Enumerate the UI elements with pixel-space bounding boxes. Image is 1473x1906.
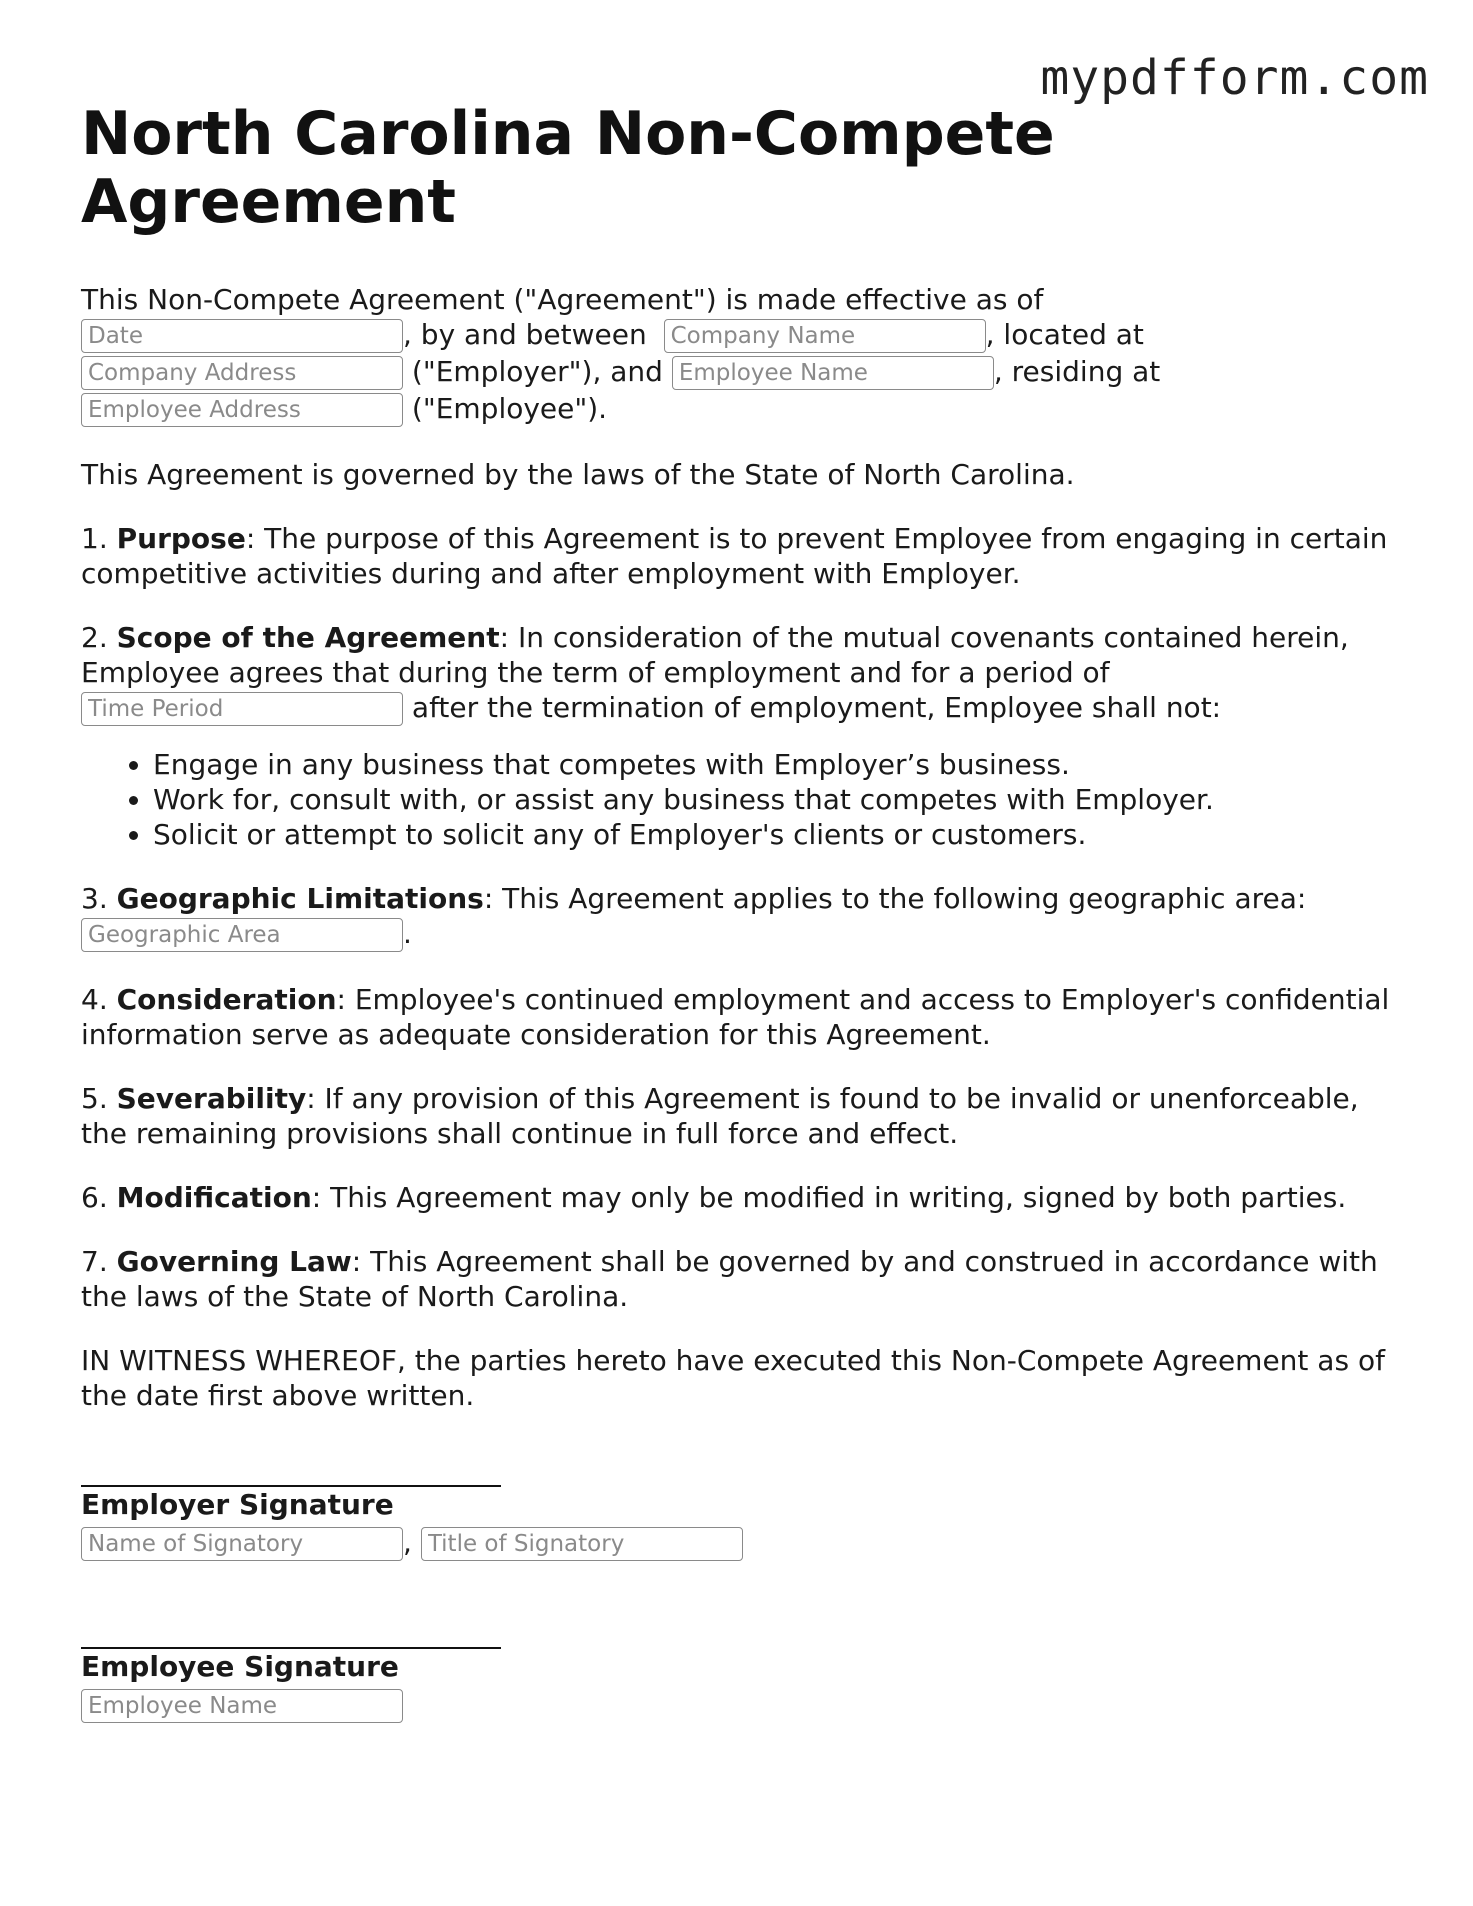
employee-signature-block: [81, 1617, 1401, 1724]
section-end: .: [403, 917, 412, 950]
section-text: : This Agreement shall be governed by and construed in accordance with the laws of the State of North Carolina.: [81, 1245, 1378, 1313]
employer-signature-block: [81, 1455, 1401, 1562]
company-name-field[interactable]: [664, 319, 986, 353]
section-heading: Governing Law: [116, 1245, 352, 1278]
section-consideration: [81, 982, 1401, 1052]
section-heading: Scope of the Agreement: [116, 621, 500, 654]
section-number: 5.: [81, 1082, 108, 1115]
employee-signature-line[interactable]: [81, 1617, 501, 1649]
section-geographic: [81, 881, 1401, 953]
intro-text-3: , located at: [985, 318, 1144, 351]
comma: ,: [403, 1526, 412, 1559]
restrictions-list: [81, 747, 1401, 852]
section-heading: Consideration: [116, 983, 337, 1016]
section-heading: Geographic Limitations: [116, 882, 484, 915]
section-heading: Modification: [116, 1181, 312, 1214]
section-heading: Severability: [116, 1082, 307, 1115]
section-text: : Employee's continued employment and access to Employer's confidential information serve as adequate consideration for this Agreement.: [81, 983, 1390, 1051]
employee-signatory-name-field[interactable]: [81, 1689, 403, 1723]
witness-clause: IN WITNESS WHEREOF, the parties hereto have executed this Non-Compete Agreement as of the date first above written.: [81, 1344, 1385, 1412]
list-item: • Solicit or attempt to solicit any of Employer's clients or customers.: [153, 817, 1401, 852]
section-number: 6.: [81, 1181, 108, 1214]
company-address-field[interactable]: [81, 356, 403, 390]
intro-text-5: , residing at: [993, 355, 1161, 388]
section-number: 3.: [81, 882, 108, 915]
intro-text-6: ("Employee").: [411, 392, 608, 425]
employer-signatory-row: [81, 1525, 1401, 1562]
list-item: • Work for, consult with, or assist any business that competes with Employer.: [153, 782, 1401, 817]
section-number: 4.: [81, 983, 108, 1016]
section-text: : If any provision of this Agreement is found to be invalid or unenforceable, the remaining provisions shall continue in full force and effect.: [81, 1082, 1359, 1150]
employer-signature-label: Employer Signature: [81, 1488, 394, 1521]
intro-text-2: , by and between: [403, 318, 647, 351]
page-title: North Carolina Non-Compete Agreement: [81, 99, 1055, 237]
section-heading: Purpose: [116, 522, 246, 555]
section-text-2: after the termination of employment, Employee shall not:: [411, 691, 1222, 724]
employee-name-field[interactable]: [672, 356, 994, 390]
section-text: : In consideration of the mutual covenants contained herein, Employee agrees that during the term of employment and for a period of: [81, 621, 1349, 689]
employer-signature-line[interactable]: [81, 1455, 501, 1487]
section-number: 7.: [81, 1245, 108, 1278]
signatory-title-field[interactable]: [421, 1527, 743, 1561]
section-number: 1.: [81, 522, 108, 555]
list-item: • Engage in any business that competes with Employer’s business.: [153, 747, 1401, 782]
intro-paragraph: [81, 282, 1401, 428]
geographic-area-field[interactable]: [81, 918, 403, 952]
date-field[interactable]: [81, 319, 403, 353]
section-severability: [81, 1081, 1401, 1151]
time-period-field[interactable]: [81, 692, 403, 726]
employee-signature-label: Employee Signature: [81, 1650, 399, 1683]
section-number: 2.: [81, 621, 108, 654]
signatory-name-field[interactable]: [81, 1527, 403, 1561]
intro-text-1: This Non-Compete Agreement ("Agreement") is made effective as of: [81, 283, 1044, 316]
section-governing-law: [81, 1244, 1401, 1314]
section-text: : This Agreement applies to the following geographic area:: [483, 882, 1307, 915]
employee-signatory-row: [81, 1687, 1401, 1724]
governed-statement: This Agreement is governed by the laws of the State of North Carolina.: [81, 458, 1075, 491]
section-text: : The purpose of this Agreement is to prevent Employee from engaging in certain competitive activities during and after employment with Employer.: [81, 522, 1388, 590]
site-watermark: mypdfform.com: [1040, 50, 1429, 106]
section-purpose: [81, 521, 1401, 591]
section-modification: [81, 1180, 1401, 1215]
document-page: [81, 100, 1401, 1724]
section-scope: [81, 620, 1401, 727]
intro-text-4: ("Employer"), and: [411, 355, 663, 388]
section-text: : This Agreement may only be modified in writing, signed by both parties.: [311, 1181, 1347, 1214]
employee-address-field[interactable]: [81, 393, 403, 427]
